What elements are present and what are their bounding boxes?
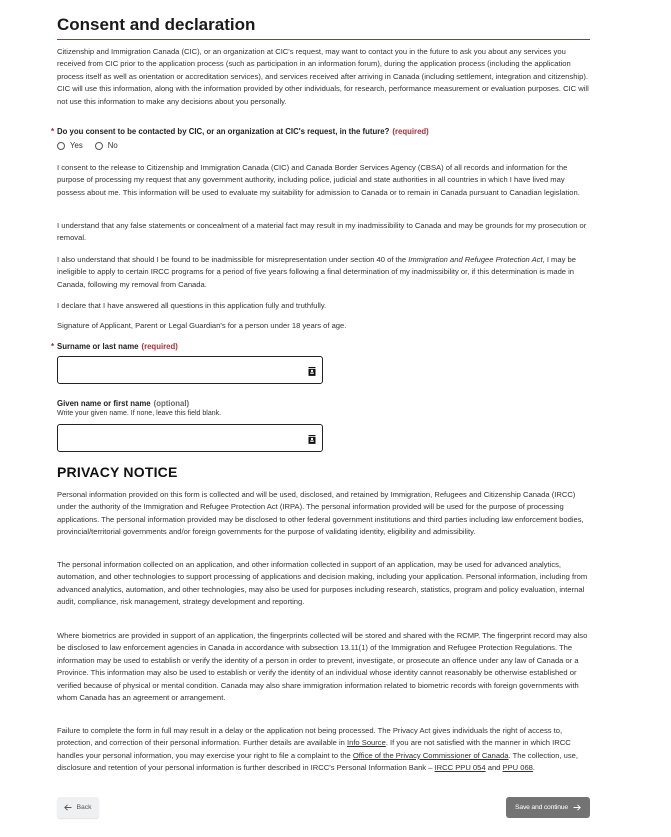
save-label: Save and continue xyxy=(515,804,568,811)
question-text: Do you consent to be contacted by CIC, or an organization at CIC's request, in the future? xyxy=(57,127,390,136)
declaration-truthful: I declare that I have answered all questions in this application fully and truthfully. xyxy=(57,301,327,310)
back-label: Back xyxy=(76,804,92,811)
save-and-continue-button[interactable] xyxy=(506,797,590,818)
surname-field[interactable] xyxy=(57,356,323,384)
declaration-misrepresentation xyxy=(57,254,590,291)
privacy-commissioner-link[interactable]: Office of the Privacy Commissioner of Canada xyxy=(352,750,509,760)
privacy-paragraph-3: Where biometrics are provided in support of an application, the fingerprints collected will be stored and shared with the RCMP. The fingerprint record may also be disclosed to law enforcement agencies in Canada in accordance with subsection 13.11(1) of the Immigration and Refugee Protection Regulations. The information may be used to establish or verify the identity of a person in order to prevent, investigate, or prosecute an offence under any law of Canada or a Province. This information may also be used to establish or verify the identity of an individual whose identity cannot reasonably be otherwise established or verified because of physical or mental condition. Canada may also share immigration information related to biometric records with foreign governments with whom Canada has an agreement or arrangement. xyxy=(57,631,588,703)
surname-label xyxy=(57,341,178,353)
consent-section xyxy=(57,14,590,108)
declaration-release: I consent to the release to Citizenship and Immigration Canada (CIC) and Canada Border Services Agency (CBSA) of all records and information for the purpose of processing my request that any government authority, including police, judicial and state authorities in all countries in which I have lived may possess about me. This information will be used to evaluate my suitability for admission to Canada or to remain in Canada pursuant to Canadian legislation. xyxy=(57,163,580,197)
arrow-right-icon xyxy=(573,804,581,811)
consent-question-label xyxy=(57,126,597,138)
p4-text-5: . xyxy=(532,763,536,773)
surname-label-text: Surname or last name xyxy=(57,342,139,351)
radio-no-label: No xyxy=(107,141,118,150)
given-name-field[interactable] xyxy=(57,424,323,452)
contact-card-icon[interactable] xyxy=(308,435,316,444)
ppu-068-link[interactable]: PPU 068 xyxy=(502,763,533,773)
act-name: Immigration and Refugee Protection Act xyxy=(408,255,543,264)
p4-text-2: . If you are not satisfied with the manner in which IRCC handles your personal information, you may exercise your right to file a complaint to the xyxy=(57,738,571,760)
p4-text-4: and xyxy=(485,763,503,773)
consent-radio-group xyxy=(57,141,118,150)
given-name-label xyxy=(57,398,189,410)
p4-text-1: Failure to complete the form in full may result in a delay or the application not being processed. The Privacy Act gives individuals the right of access to, protection, and correction of their personal information. Further details are available in xyxy=(57,726,563,748)
privacy-paragraph-4 xyxy=(57,725,590,775)
radio-circle-icon[interactable] xyxy=(95,142,103,150)
required-tag: (required) xyxy=(141,342,178,351)
required-tag: (required) xyxy=(392,127,429,136)
consent-intro: Citizenship and Immigration Canada (CIC), or an organization at CIC's request, may want to contact you in the future to ask you about any services you received from CIC prior to the application process (such as participation in an information forum), during the application process (including the application process itself as well as orientation or accreditation services), and services received after arriving in Canada (including settlement, integration and citizenship). CIC will use this information, along with the information provided by other individuals, for research, performance measurement or evaluation purposes. CIC will not use this information to make any decisions about you personally. xyxy=(57,47,589,106)
required-asterisk: * xyxy=(51,127,55,136)
declaration-false-statements: I understand that any false statements or concealment of a material fact may result in my inadmissibility to Canada and may be grounds for my prosecution or removal. xyxy=(57,221,587,243)
given-name-hint: Write your given name. If none, leave this field blank. xyxy=(57,410,222,417)
required-asterisk: * xyxy=(51,342,55,351)
privacy-paragraph-2: The personal information collected on an application, and other information collected in support of an application, may be used for advanced analytics, automation, and other technologies to support processing of applications and decision making, including your application. Personal information, including from advanced analytics, automation, and other technologies, may also be used for purposes including research, statistics, program and policy evaluation, internal audit, compliance, risk management, strategy development and reporting. xyxy=(57,560,588,607)
p4-text-3: . The collection, use, disclosure and retention of your personal information is further described in IRCC's Personal Information Bank – xyxy=(57,750,579,773)
privacy-title: PRIVACY NOTICE xyxy=(57,464,178,480)
radio-yes-label: Yes xyxy=(70,141,83,150)
declaration-signature: Signature of Applicant, Parent or Legal Guardian's for a person under 18 years of age. xyxy=(57,321,347,330)
ircc-ppu-054-link[interactable]: IRCC PPU 054 xyxy=(434,763,486,773)
radio-yes[interactable] xyxy=(57,141,83,150)
privacy-paragraph-1: Personal information provided on this form is collected and will be used, disclosed, and retained by Immigration, Refugees and Citizenship Canada (IRCC) under the authority of the Immigration and Refugee Protection Act (IRPA). The personal information provided will be used for the purpose of processing applications. The personal information provided may be disclosed to other federal government institutions and third parties including law enforcement bodies, provincial/territorial governments and/or foreign governments for the purpose of validating identity, eligibility and admissibility. xyxy=(57,490,584,537)
radio-no[interactable] xyxy=(95,141,118,150)
consent-title: Consent and declaration xyxy=(57,14,590,40)
optional-tag: (optional) xyxy=(153,399,190,408)
surname-input[interactable] xyxy=(58,357,322,383)
given-name-input[interactable] xyxy=(58,425,322,451)
misrep-text-2: , I may be ineligible to apply to certain IRCC programs for a period of five years following a final determination of my inadmissibility or, if this determination is made in Canada, following my removal from Canada. xyxy=(57,255,576,289)
radio-circle-icon[interactable] xyxy=(57,142,65,150)
given-name-label-text: Given name or first name xyxy=(57,399,151,408)
misrep-text-1: I also understand that should I be found to be inadmissible for misrepresentation under section 40 of the xyxy=(57,255,409,264)
contact-card-icon[interactable] xyxy=(308,367,316,376)
arrow-left-icon xyxy=(64,804,72,811)
back-button[interactable] xyxy=(57,797,99,818)
info-source-link[interactable]: Info Source xyxy=(346,738,386,748)
